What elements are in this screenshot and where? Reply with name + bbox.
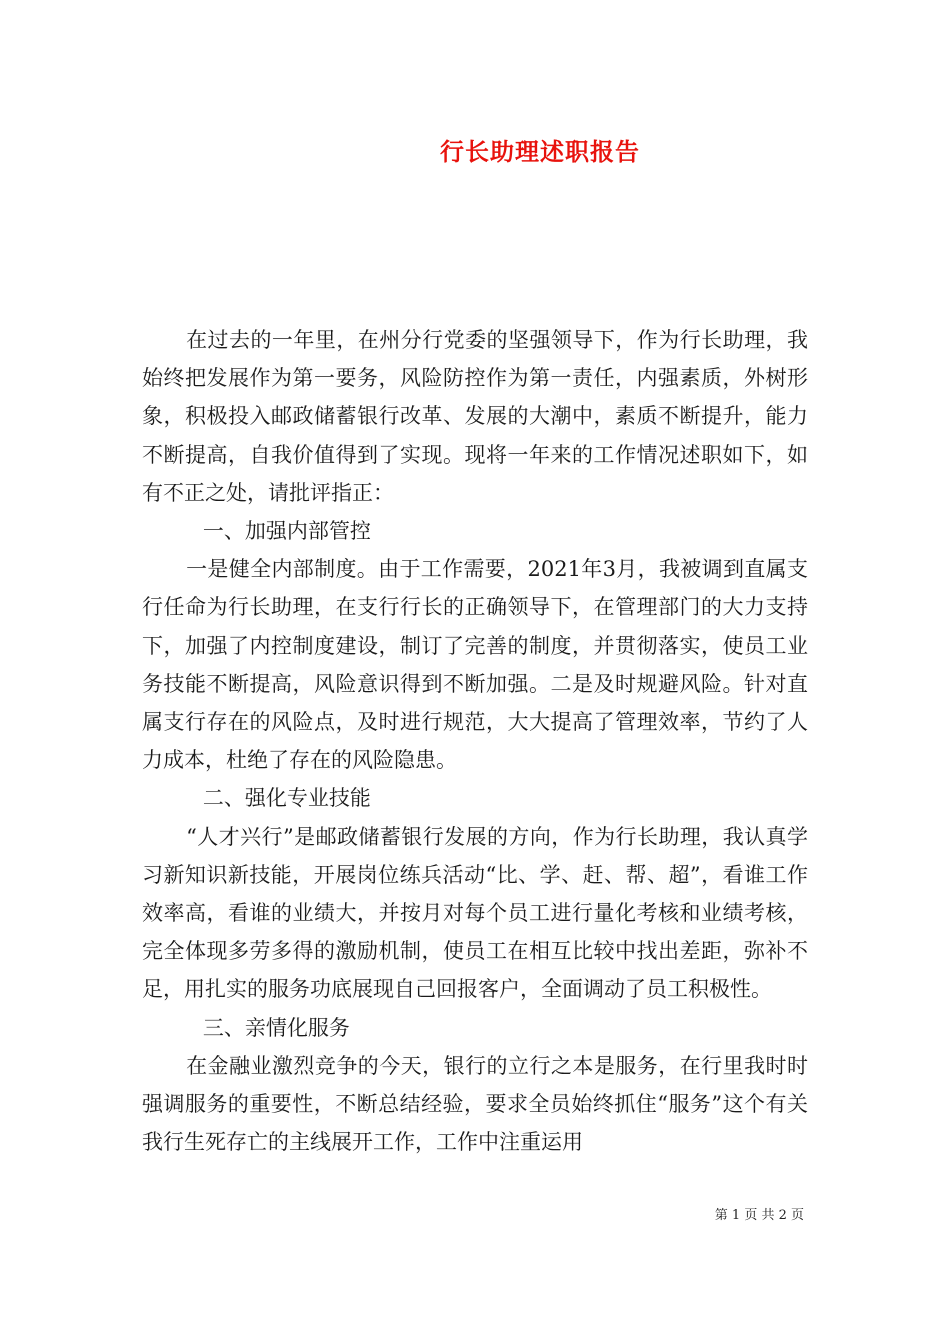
section-paragraph-2: “人才兴行”是邮政储蓄银行发展的方向，作为行长助理，我认真学习新知识新技能，开展岗位练兵活动“比、学、赶、帮、超”，看谁工作效率高，看谁的业绩大，并按月对每个员工进行量化考核和业绩考核，完全体现多劳多得的激励机制，使员工在相互比较中找出差距，弥补不足，用扎实的服务功底展现自己回报客户，全面调动了员工积极性。 <box>142 824 808 1002</box>
document-body <box>142 321 808 1161</box>
section-heading-2: 二、强化专业技能 <box>202 786 371 811</box>
section-paragraph-1: 一是健全内部制度。由于工作需要，2021年3月，我被调到直属支行任命为行长助理，在支行行长的正确领导下，在管理部门的大力支持下，加强了内控制度建设，制订了完善的制度，并贯彻落实，使员工业务技能不断提高，风险意识得到不断加强。二是及时规避风险。针对直属支行存在的风险点，及时进行规范，大大提高了管理效率，节约了人力成本，杜绝了存在的风险隐患。 <box>142 557 808 773</box>
intro-paragraph: 在过去的一年里，在州分行党委的坚强领导下，作为行长助理，我始终把发展作为第一要务，风险防控作为第一责任，内强素质，外树形象，积极投入邮政储蓄银行改革、发展的大潮中，素质不断提升，能力不断提高，自我价值得到了实现。现将一年来的工作情况述职如下，如有不正之处，请批评指正： <box>142 328 808 505</box>
page-number-footer: 第 1 页 共 2 页 <box>714 1208 804 1223</box>
section-paragraph-3: 在金融业激烈竞争的今天，银行的立行之本是服务，在行里我时时强调服务的重要性，不断总结经验，要求全员始终抓住“服务”这个有关我行生死存亡的主线展开工作，工作中注重运用 <box>142 1053 808 1155</box>
section-heading-3: 三、亲情化服务 <box>202 1015 350 1040</box>
section-heading-1: 一、加强内部管控 <box>202 519 371 544</box>
document-title: 行长助理述职报告 <box>440 137 640 166</box>
